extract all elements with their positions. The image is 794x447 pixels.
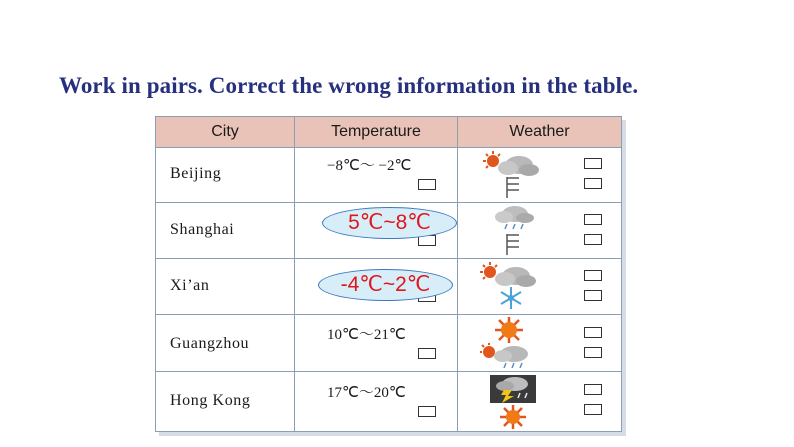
instruction-heading: Work in pairs. Correct the wrong information in the table. (59, 73, 639, 98)
header-city: City (211, 123, 239, 140)
table-body (155, 116, 622, 432)
header-weather: Weather (509, 123, 570, 140)
row-divider (156, 258, 621, 259)
sun-rain-cloud-icon (478, 342, 540, 370)
weather-checkbox[interactable] (584, 178, 602, 189)
weather-checkbox[interactable] (584, 158, 602, 169)
temperature-checkbox[interactable] (418, 179, 436, 190)
city-cell: Hong Kong (170, 392, 251, 409)
temperature-cell: 17℃～20℃ (327, 385, 406, 401)
temperature-cell: −8℃～ −2℃ (327, 158, 412, 174)
temperature-cell: 10℃～21℃ (327, 327, 406, 343)
wind-icon (504, 175, 522, 199)
weather-checkbox[interactable] (584, 404, 602, 415)
weather-table (155, 116, 622, 432)
city-cell: Guangzhou (170, 335, 250, 352)
temperature-checkbox[interactable] (418, 348, 436, 359)
snowflake-icon (496, 285, 526, 311)
row-divider (156, 314, 621, 315)
correction-oval: -4℃~2℃ (318, 269, 453, 301)
thunderstorm-icon (490, 375, 536, 403)
weather-checkbox[interactable] (584, 270, 602, 281)
sun-icon (496, 404, 530, 430)
table-header (156, 117, 621, 148)
row-divider (156, 371, 621, 372)
weather-checkbox[interactable] (584, 384, 602, 395)
weather-checkbox[interactable] (584, 234, 602, 245)
weather-checkbox[interactable] (584, 347, 602, 358)
weather-checkbox[interactable] (584, 327, 602, 338)
wind-icon (504, 232, 522, 256)
weather-checkbox[interactable] (584, 290, 602, 301)
column-divider (294, 117, 295, 431)
city-cell: Beijing (170, 165, 222, 182)
correction-oval: 5℃~8℃ (322, 207, 457, 239)
header-temperature: Temperature (331, 123, 421, 140)
rain-cloud-icon (491, 205, 541, 231)
sun-icon (492, 316, 526, 344)
city-cell: Xi’an (170, 277, 210, 294)
temperature-checkbox[interactable] (418, 406, 436, 417)
weather-checkbox[interactable] (584, 214, 602, 225)
row-divider (156, 202, 621, 203)
city-cell: Shanghai (170, 221, 235, 238)
